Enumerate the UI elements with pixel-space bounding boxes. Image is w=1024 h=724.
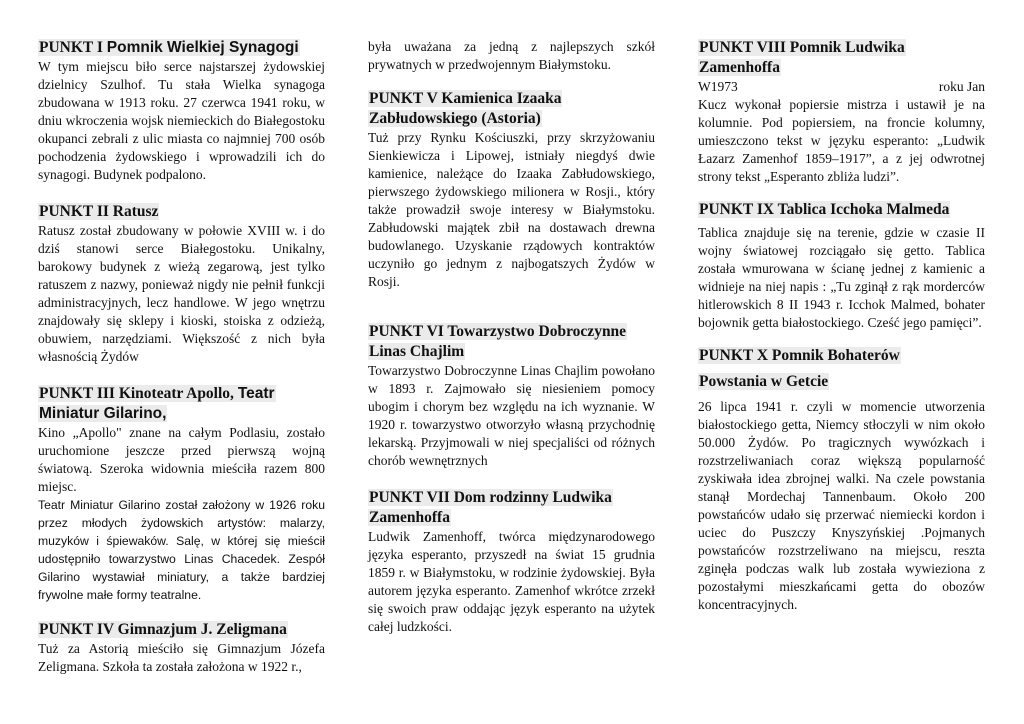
section-text: W tym miejscu biło serce najstarszej żydowskiej dzielnicy Szulhof. Tu stała Wielka synagoga zbudowana w 1913 roku. 27 czerwca 1941 roku, w dniu wkroczenia wojsk niemieckich do Białegostoku okupanci zebrali z ulic miasta co najmniej 700 osób pochodzenia żydowskiego i wprowadzili ich do synagogi. Budynek podpalono. [38, 59, 325, 182]
section-text-first-line [698, 78, 985, 96]
column-3 [698, 38, 985, 614]
section-title: PUNKT IV Gimnazjum J. Zeligmana [39, 621, 287, 638]
section-text-cinema: Kino „Apollo" znane na całym Podlasiu, zostało uruchomione jeszcze przed pierwszą wojną światową. Szeroka widownia mieściła razem 800 miejsc. [38, 425, 325, 494]
section-punkt-5 [368, 89, 655, 291]
section-punkt-4 [38, 620, 325, 676]
section-punkt-1 [38, 38, 325, 184]
section-text: Towarzystwo Dobroczynne Linas Chajlim powołano w 1893 r. Zajmowało się niesieniem pomocy ubogim i chorym bez względu na ich wyznanie. W 1920 r. towarzystwo otworzyło własną przychodnię lekarską. Przyjmowali w niej specjaliści od różnych chorób wewnętrznych [368, 363, 655, 468]
year-text: W1973 [698, 79, 738, 94]
section-punkt-3 [38, 384, 325, 604]
section-punkt-10 [698, 346, 985, 614]
section-title: PUNKT I Pomnik Wielkiej Synagogi [39, 39, 299, 56]
section-text: 26 lipca 1941 r. czyli w momencie utworzenia białostockiego getta, Niemcy stłoczyli w nim około 50.000 Żydów. Po tragicznych wywózkach i rozstrzeliwaniach coraz większą popularność zyskiwała idea zbrojnej walki. Na czele powstania stanął Mordechaj Tannenbaum. Około 200 powstańców udało się przerwać niemiecki kordon i uciec do Puszczy Knyszyńskiej .Pojmanych powstańców rozstrzeliwano na miejscu, reszta zginęła podczas walk lub została wywieziona z pozostałymi mieszkańcami getta do obozów koncentracyjnych. [698, 399, 985, 612]
section-text: Ratusz został zbudowany w połowie XVIII w. i do dziś stanowi serce Białegostoku. Unikalny, barokowy budynek z wieżą zegarową, jest tylko ratuszem z nazwy, ponieważ nigdy nie pełnił funkcji administracyjnych, lecz handlowe. W jego wnętrzu znajdowały się sklepy i kioski, stoiska z odzieżą, obuwiem, narzędziami. Większość z nich była własnością Żydów [38, 223, 325, 364]
section-punkt-2 [38, 202, 325, 366]
section-title: PUNKT II Ratusz [39, 203, 159, 220]
section-text-theatre: Teatr Miniatur Gilarino został założony w 1926 roku przez młodych żydowskich artystów: malarzy, muzyków i śpiewaków. Salę, w której się mieścił udostępniło towarzystwo Linas Chacedek. Zespół Gilarino wystawiał miniatury, a także bardziej frywolne małe formy teatralne. [38, 498, 325, 602]
section-punkt-8 [698, 38, 985, 186]
section-text: Tuż przy Rynku Kościuszki, przy skrzyżowaniu Sienkiewicza i Lipowej, istniały niegdyś dwie kamienice, należące do Izaaka Zabłudowskiego, pierwszego żydowskiego milionera w Rosji., który także prowadził swoje interesy w Białymstoku. Zabłudowski majątek zbił na dostawach drewna budowlanego. Uzyskanie rządowych kontraktów uczyniło go jednym z najbogatszych Żydów w Rosji. [368, 130, 655, 289]
section-punkt-7 [368, 488, 655, 636]
section-title-2: Powstania w Getcie [699, 373, 829, 390]
year-text-tail: roku Jan [938, 79, 985, 94]
section-title: PUNKT VI Towarzystwo Dobroczynne Linas Chajlim [369, 323, 627, 360]
continued-text: była uważana za jedną z najlepszych szkół prywatnych w przedwojennym Białymstoku. [368, 39, 655, 72]
section-text: Tablica znajduje się na terenie, gdzie w czasie II wojny światowej rozciągało się getto. Tablica została wmurowana w ścianę jednej z kamienic a widnieje na niej napis : „Tu zginął z rąk morderców hitlerowskich 8 II 1943 r. Icchok Malmed, bohater bojownik getta białostockiego. Cześć jego pamięci”. [698, 225, 985, 330]
section-title: PUNKT VII Dom rodzinny Ludwika Zamenhoffa [369, 489, 612, 526]
section-text: Tuż za Astorią mieściło się Gimnazjum Józefa Zeligmana. Szkoła ta została założona w 1922 r., [38, 641, 325, 674]
section-title: PUNKT VIII Pomnik Ludwika Zamenhoffa [699, 39, 905, 76]
section-punkt-6 [368, 322, 655, 470]
column-2 [368, 38, 655, 636]
section-text: Ludwik Zamenhoff, twórca międzynarodowego języka esperanto, przyszedł na świat 15 grudnia 1859 r. w Białymstoku, w rodzinie żydowskiej. Była autorem języka esperanto. Zamenhof wkrótce zrzekł się swoich praw oddając język esperanto na użytek całej ludzkości. [368, 529, 655, 634]
column-1 [38, 38, 325, 676]
section-text: Kucz wykonał popiersie mistrza i ustawił je na kolumnie. Pod popiersiem, na froncie kolumny, umieszczono tekst w języku esperanto: „Ludwik Łazarz Zamenhof 1859–1917”, a z jej odwrotnej strony tekst „Esperanto zbliża ludzi”. [698, 97, 985, 184]
section-punkt-9 [698, 200, 985, 332]
section-title: PUNKT X Pomnik Bohaterów [699, 347, 900, 364]
section-title: PUNKT IX Tablica Icchoka Malmeda [699, 201, 950, 218]
section-title: PUNKT III Kinoteatr Apollo, Teatr Miniatur Gilarino, [39, 385, 275, 422]
section-title: PUNKT V Kamienica Izaaka Zabłudowskiego (Astoria) [369, 90, 562, 127]
